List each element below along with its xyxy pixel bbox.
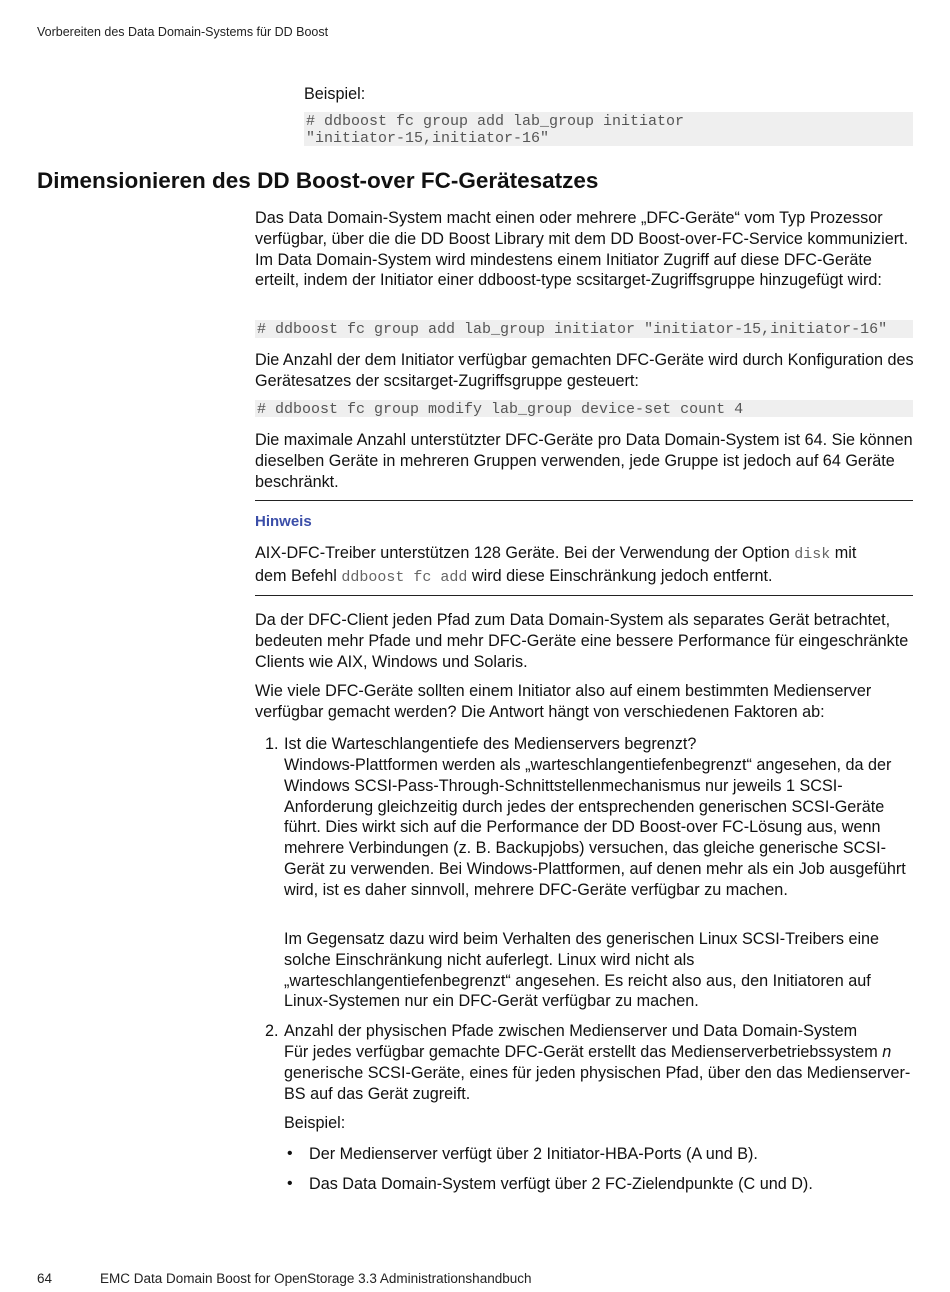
list-item-body: Windows-Plattformen werden als „warteschlangentiefenbegrenzt“ angesehen, da der Windows SCSI-Pass-Through-Schnittstellenmechanismus nur jeweils 1 SCSI-Anforderung gleichzeitig durch jedes der entsprechenden generischen SCSI-Geräte führt. Dies wirkt sich auf die Performance der DD Boost-over FC-Lösung aus, wenn mehrere Verbindungen (z. B. Backupjobs) versuchen, das gleiche generische SCSI-Gerät zu verwenden. Bei Windows-Plattformen, auf denen mehr als ein Job ausgeführt wird, ist es daher sinnvoll, mehrere DFC-Geräte verfügbar zu machen. xyxy=(284,756,906,899)
code-block: # ddboost fc group add lab_group initiator "initiator-15,initiator-16" xyxy=(255,320,913,338)
paragraph: Die maximale Anzahl unterstützter DFC-Geräte pro Data Domain-System ist 64. Sie können dieselben Geräte in mehreren Gruppen verwenden, jede Gruppe ist jedoch auf 64 Geräte beschränkt. xyxy=(255,431,913,491)
section-title: Dimensionieren des DD Boost-over FC-Gerätesatzes xyxy=(37,168,599,193)
paragraph: Wie viele DFC-Geräte sollten einem Initiator also auf einem bestimmten Medienserver verfügbar gemacht werden? Die Antwort hängt von verschiedenen Faktoren ab: xyxy=(255,682,872,721)
bullet-item: Das Data Domain-System verfügt über 2 FC-Zielendpunkte (C und D). xyxy=(309,1175,813,1193)
list-item-heading: Ist die Warteschlangentiefe des Medienservers begrenzt? xyxy=(284,735,697,753)
example-label: Beispiel: xyxy=(284,1114,346,1132)
note-title: Hinweis xyxy=(255,513,312,530)
variable-n: n xyxy=(882,1043,892,1061)
note-text: AIX-DFC-Treiber unterstützen 128 Geräte. Bei der Verwendung der Option xyxy=(255,544,795,562)
code-block: # ddboost fc group modify lab_group device-set count 4 xyxy=(255,400,913,417)
list-item-heading: Anzahl der physischen Pfade zwischen Medienserver und Data Domain-System xyxy=(284,1022,858,1040)
note-text: dem Befehl xyxy=(255,566,342,585)
body-text: generische SCSI-Geräte, eines für jeden physischen Pfad, über den das Medienserver-BS auf das Gerät zugreift. xyxy=(284,1063,911,1103)
inline-code: ddboost fc add xyxy=(341,568,468,586)
footer-doc-title: EMC Data Domain Boost for OpenStorage 3.3 Administrationshandbuch xyxy=(100,1271,532,1286)
body-text: Für jedes verfügbar gemachte DFC-Gerät erstellt das Medienserverbetriebssystem xyxy=(284,1043,883,1061)
example-label: Beispiel: xyxy=(304,85,366,103)
paragraph: Da der DFC-Client jeden Pfad zum Data Domain-System als separates Gerät betrachtet, bedeuten mehr Pfade und mehr DFC-Geräte eine bessere Performance für eingeschränkte Clients wie AIX, Windows und Solaris. xyxy=(255,611,909,671)
bullet-item: Der Medienserver verfügt über 2 Initiator-HBA-Ports (A und B). xyxy=(309,1145,758,1163)
inline-code: disk xyxy=(794,546,831,563)
note-box xyxy=(255,500,913,596)
note-text: mit xyxy=(830,544,857,562)
note-text: wird diese Einschränkung jedoch entfernt. xyxy=(467,566,773,585)
running-header: Vorbereiten des Data Domain-Systems für DD Boost xyxy=(37,25,329,39)
paragraph: Das Data Domain-System macht einen oder mehrere „DFC-Geräte“ vom Typ Prozessor verfügbar, über die die DD Boost Library mit dem DD Boost-over-FC-Service kommuniziert. Im Data Domain-System wird mindestens einem Initiator Zugriff auf diese DFC-Geräte erteilt, indem der Initiator einer ddboost-type scsitarget-Zugriffsgruppe hinzugefügt wird: xyxy=(255,209,909,290)
list-item-body xyxy=(284,1042,914,1104)
list-number: 2. xyxy=(265,1022,279,1040)
paragraph: Die Anzahl der dem Initiator verfügbar gemachten DFC-Geräte wird durch Konfiguration des Gerätesatzes der scsitarget-Zugriffsgruppe gesteuert: xyxy=(255,351,914,390)
note-body xyxy=(255,543,913,589)
code-block: # ddboost fc group add lab_group initiator "initiator-15,initiator-16" xyxy=(304,112,913,146)
list-item-body: Im Gegensatz dazu wird beim Verhalten des generischen Linux SCSI-Treibers eine solche Einschränkung nicht auferlegt. Linux wird nicht als „warteschlangentiefenbegrenzt“ angesehen. Es reicht also aus, den Initiatoren auf Linux-Systemen nur ein DFC-Gerät verfügbar zu machen. xyxy=(284,930,880,1011)
bullet-icon: • xyxy=(287,1175,293,1192)
bullet-icon: • xyxy=(287,1145,293,1162)
page-number: 64 xyxy=(37,1271,53,1286)
list-number: 1. xyxy=(265,735,279,753)
